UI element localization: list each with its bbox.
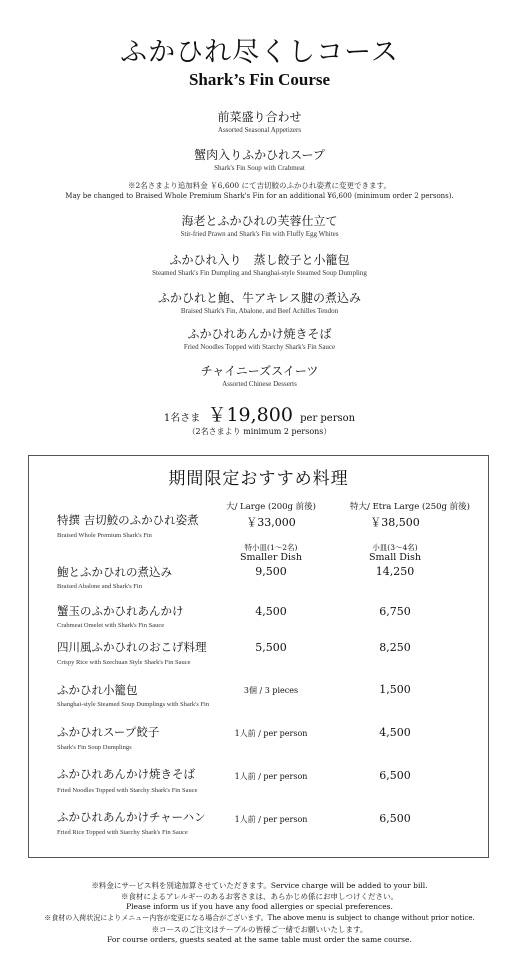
special-item-6-qty: 1人前 / per person [234, 729, 308, 738]
footer-course-en: For course orders, guests seated at the same table must order the same course. [107, 935, 412, 944]
footer-service-charge: ※料金にサービス料を別途加算させていただきます。Service charge will be added to your bill. [91, 881, 428, 890]
special-item-5-ja: ふかひれ小籠包 [57, 683, 138, 697]
course-item-5-en: Braised Shark's Fin, Abalone, and Beef Achilles Tendon [180, 307, 339, 315]
special-item-4-price-a: 5,500 [255, 641, 287, 654]
upgrade-note-ja: ※2名さまより追加料金 ￥6,600 にて吉切鮫のふかひれ姿煮に変更できます。 [128, 181, 391, 190]
special-item-8-price: 6,500 [379, 812, 411, 825]
header-small-dish-en: Small Dish [369, 552, 421, 563]
special-item-5-qty: 3個 / 3 pieces [243, 686, 299, 695]
course-item-5-ja: ふかひれと鮑、牛アキレス腱の煮込み [157, 291, 362, 305]
seasonal-specials-box [28, 455, 489, 858]
special-item-7-ja: ふかひれあんかけ焼きそば [57, 767, 195, 781]
header-large: 大/ Large (200g 前後) [225, 502, 316, 512]
header-small-dish-ja: 小皿(3～4名) [372, 543, 418, 552]
course-item-4-ja: ふかひれ入り 蒸し餃子と小籠包 [169, 253, 350, 267]
course-item-1-en: Assorted Seasonal Appetizers [217, 126, 302, 134]
special-item-2-price-a: 9,500 [255, 565, 287, 578]
special-item-5-price: 1,500 [379, 683, 411, 696]
special-item-3-en: Crabmeat Omelet with Shark's Fin Sauce [57, 622, 165, 629]
upgrade-note-en: May be changed to Braised Whole Premium Shark's Fin for an additional ¥6,600 (minimum order 2 persons). [65, 192, 454, 200]
course-item-1-ja: 前菜盛り合わせ [217, 110, 302, 124]
footer-allergy-en: Please inform us if you have any food allergies or special preferences. [126, 902, 393, 911]
course-item-7-en: Assorted Chinese Desserts [222, 380, 297, 388]
page-title-ja: ふかひれ尽くしコース [120, 37, 399, 68]
footer-course-ja: ※コースのご注文はテーブルの皆様ご一緒でお願いいたします。 [151, 925, 368, 934]
special-item-5-en: Shanghai-style Steamed Soup Dumplings with Shark's Fin [57, 701, 210, 708]
special-item-1-price-a: ￥33,000 [246, 516, 296, 529]
price-minimum: （2名さまより minimum 2 persons） [187, 427, 332, 436]
course-item-2-en: Shark's Fin Soup with Crabmeat [214, 164, 305, 172]
special-item-2-ja: 鮑とふかひれの煮込み [57, 565, 172, 579]
course-item-6-ja: ふかひれあんかけ焼きそば [187, 327, 332, 341]
price-suffix: per person [300, 413, 356, 424]
special-item-7-price: 6,500 [379, 769, 411, 782]
footer-allergy-ja: ※食材によるアレルギーのあるお客さまは、あらかじめ係にお申しつけください。 [120, 892, 398, 901]
special-item-1-ja: 特撰 吉切鮫のふかひれ姿煮 [57, 513, 199, 527]
special-item-3-price-b: 6,750 [379, 605, 411, 618]
special-item-7-qty: 1人前 / per person [234, 772, 308, 781]
header-extra-large: 特大/ Etra Large (250g 前後) [350, 502, 470, 512]
specials-title: 期間限定おすすめ料理 [168, 469, 349, 489]
special-item-6-ja: ふかひれスープ餃子 [57, 725, 160, 739]
course-item-3-ja: 海老とふかひれの芙蓉仕立て [181, 214, 338, 228]
footer-menu-change: ※食材の入荷状況によりメニュー内容が変更になる場合がございます。The above menu is subject to change without prior notice. [44, 914, 475, 922]
special-item-2-en: Braised Abalone and Shark's Fin [57, 583, 142, 590]
header-smaller-dish-en: Smaller Dish [239, 552, 303, 563]
special-item-3-price-a: 4,500 [255, 605, 287, 618]
special-item-7-en: Fried Noodles Topped with Starchy Shark's Fin Sauce [57, 787, 198, 794]
price-amount: ￥19,800 [207, 404, 293, 426]
special-item-6-en: Shark's Fin Soup Dumplings [57, 744, 132, 751]
course-item-4-en: Steamed Shark's Fin Dumpling and Shanghai-style Steamed Soup Dumpling [152, 269, 367, 277]
special-item-1-price-b: ￥38,500 [370, 516, 420, 529]
special-item-4-ja: 四川風ふかひれのおこげ料理 [57, 640, 207, 654]
course-item-6-en: Fried Noodles Topped with Starchy Shark's Fin Sauce [183, 343, 336, 351]
course-item-2-ja: 蟹肉入りふかひれスープ [194, 148, 325, 162]
course-item-7-ja: チャイニーズスイーツ [200, 364, 319, 378]
page-title-en: Shark’s Fin Course [188, 70, 331, 89]
header-smaller-dish-ja: 特小皿(1～2名) [244, 543, 298, 552]
special-item-8-en: Fried Rice Topped with Starchy Shark's Fin Sauce [57, 829, 188, 836]
special-item-8-qty: 1人前 / per person [234, 815, 308, 824]
special-item-2-price-b: 14,250 [375, 565, 415, 578]
special-item-3-ja: 蟹玉のふかひれあんかけ [57, 604, 184, 618]
price-prefix: 1名さま [163, 413, 201, 424]
course-item-3-en: Stir-fried Prawn and Shark's Fin with Fluffy Egg Whites [180, 230, 339, 238]
special-item-8-ja: ふかひれあんかけチャーハン [57, 810, 206, 824]
special-item-4-price-b: 8,250 [379, 641, 411, 654]
course-price [0, 400, 519, 427]
special-item-6-price: 4,500 [379, 726, 411, 739]
special-item-1-en: Braised Whole Premium Shark's Fin [57, 532, 152, 539]
special-item-4-en: Crispy Rice with Szechuan Style Shark's Fin Sauce [57, 659, 191, 666]
